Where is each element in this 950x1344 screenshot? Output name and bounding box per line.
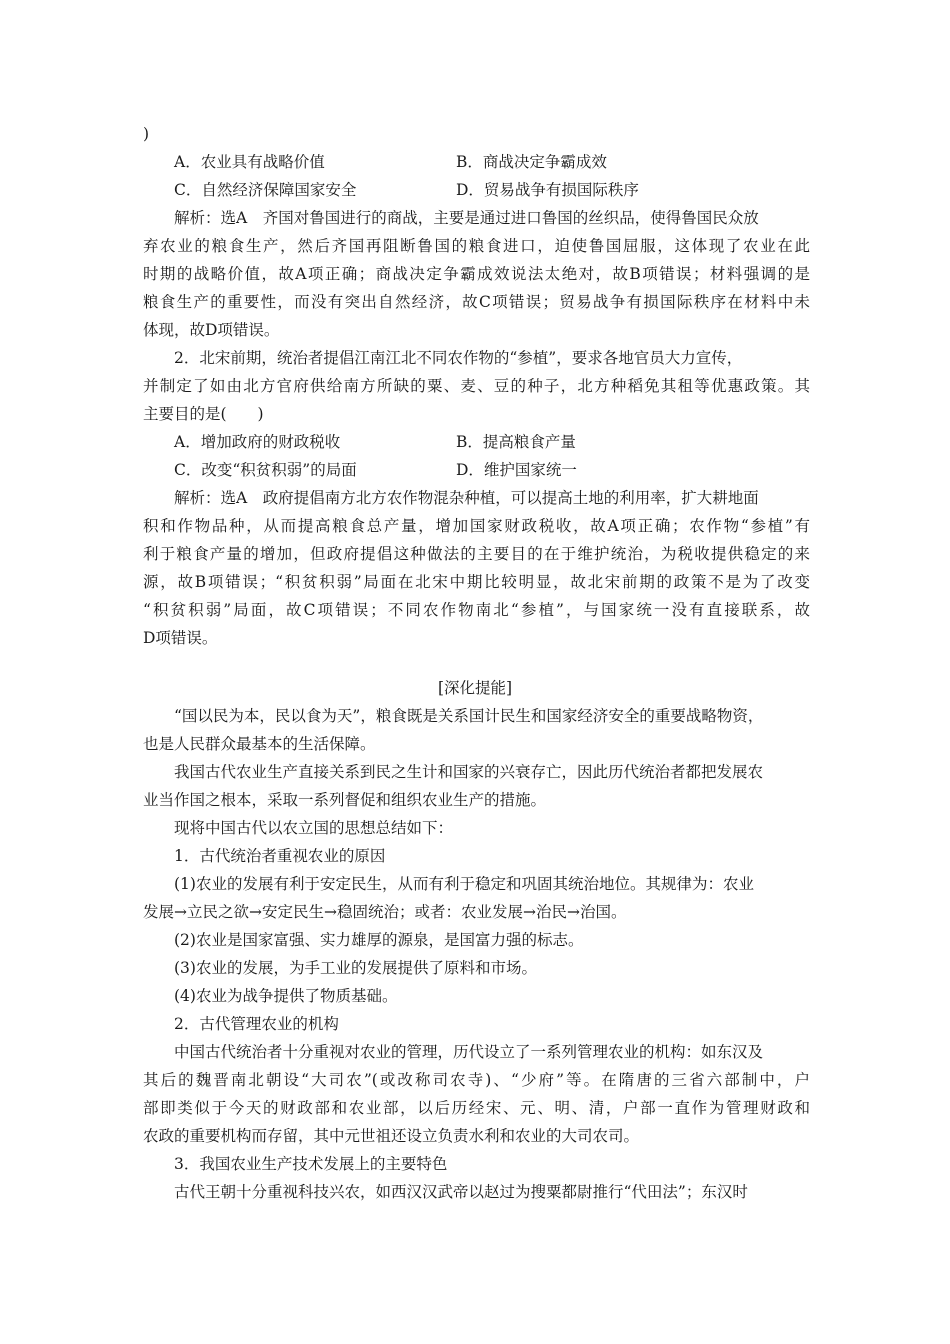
q1-option-d: D．贸易战争有损国际秩序 <box>456 181 639 199</box>
q1-analysis-line: 时期的战略价值，故A项正确；商战决定争霸成效说法太绝对，故B项错误；材料强调的是 <box>143 265 810 283</box>
para2-line: 业当作国之根本，采取一系列督促和组织农业生产的措施。 <box>143 791 547 809</box>
summary-line: 现将中国古代以农立国的思想总结如下： <box>174 819 454 837</box>
q2-analysis-line: 源，故B项错误；“积贫积弱”局面在北宋中期比较明显，故北宋前期的政策不是为了改变 <box>143 573 810 591</box>
h2-line: 其后的魏晋南北朝设“大司农”(或改称司农寺)、“少府”等。在隋唐的三省六部制中，户 <box>143 1071 810 1089</box>
q2-analysis-line: 解析：选A 政府提倡南方北方农作物混杂种植，可以提高土地的利用率，扩大耕地面 <box>174 489 759 507</box>
q2-analysis-line: 利于粮食产量的增加，但政府提倡这种做法的主要目的在于维护统治，为税收提供稳定的来 <box>143 545 810 563</box>
section-heading: [深化提能] <box>437 679 513 697</box>
heading-2: 2．古代管理农业的机构 <box>174 1015 339 1033</box>
h1-item4: (4)农业为战争提供了物质基础。 <box>174 987 398 1005</box>
q2-option-c: C．改变“积贫积弱”的局面 <box>174 461 357 479</box>
h2-line: 部即类似于今天的财政部和农业部，以后历经宋、元、明、清，户部一直作为管理财政和 <box>143 1099 810 1117</box>
q2-analysis-line: “积贫积弱”局面，故C项错误；不同农作物南北“参植”，与国家统一没有直接联系，故 <box>143 601 810 619</box>
q1-option-a: A．农业具有战略价值 <box>174 153 325 171</box>
q2-analysis-line: 积和作物品种，从而提高粮食总产量，增加国家财政税收，故A项正确；农作物“参植”有 <box>143 517 810 535</box>
q1-paren-close: ) <box>143 125 150 143</box>
h2-line: 中国古代统治者十分重视对农业的管理，历代设立了一系列管理农业的机构：如东汉及 <box>174 1043 764 1061</box>
q2-analysis-line: D项错误。 <box>143 629 218 647</box>
intro-line: 也是人民群众最基本的生活保障。 <box>143 735 376 753</box>
q2-stem-line: 主要目的是( ) <box>143 405 264 423</box>
h1-item3: (3)农业的发展，为手工业的发展提供了原料和市场。 <box>174 959 537 977</box>
q2-option-b: B．提高粮食产量 <box>456 433 576 451</box>
heading-1: 1．古代统治者重视农业的原因 <box>174 847 386 865</box>
heading-3: 3．我国农业生产技术发展上的主要特色 <box>174 1155 448 1173</box>
q1-analysis-line: 体现，故D项错误。 <box>143 321 280 339</box>
q2-option-a: A．增加政府的财政税收 <box>174 433 341 451</box>
q2-stem-line: 2．北宋前期，统治者提倡江南江北不同农作物的“参植”，要求各地官员大力宣传， <box>174 349 743 367</box>
h1-item2: (2)农业是国家富强、实力雄厚的源泉，是国富力强的标志。 <box>174 931 584 949</box>
q2-stem-line: 并制定了如由北方官府供给南方所缺的粟、麦、豆的种子，北方种稻免其租等优惠政策。其 <box>143 377 810 395</box>
q1-option-c: C．自然经济保障国家安全 <box>174 181 357 199</box>
para2-line: 我国古代农业生产直接关系到民之生计和国家的兴衰存亡，因此历代统治者都把发展农 <box>174 763 764 781</box>
h1-item1-line: (1)农业的发展有利于安定民生，从而有利于稳定和巩固其统治地位。其规律为：农业 <box>174 875 754 893</box>
q2-option-d: D．维护国家统一 <box>456 461 577 479</box>
h1-item1-line: 发展→立民之欲→安定民生→稳固统治；或者：农业发展→治民→治国。 <box>143 903 627 921</box>
intro-line: “国以民为本，民以食为天”，粮食既是关系国计民生和国家经济安全的重要战略物资， <box>174 707 764 725</box>
h3-line: 古代王朝十分重视科技兴农，如西汉汉武帝以赵过为搜粟都尉推行“代田法”；东汉时 <box>174 1183 748 1201</box>
q1-analysis-line: 粮食生产的重要性，而没有突出自然经济，故C项错误；贸易战争有损国际秩序在材料中未 <box>143 293 810 311</box>
q1-analysis-line: 弃农业的粮食生产，然后齐国再阻断鲁国的粮食进口，迫使鲁国屈服，这体现了农业在此 <box>143 237 810 255</box>
q1-option-b: B．商战决定争霸成效 <box>456 153 607 171</box>
q1-analysis-line: 解析：选A 齐国对鲁国进行的商战，主要是通过进口鲁国的丝织品，使得鲁国民众放 <box>174 209 759 227</box>
h2-line: 农政的重要机构而存留，其中元世祖还设立负责水利和农业的大司农司。 <box>143 1127 640 1145</box>
